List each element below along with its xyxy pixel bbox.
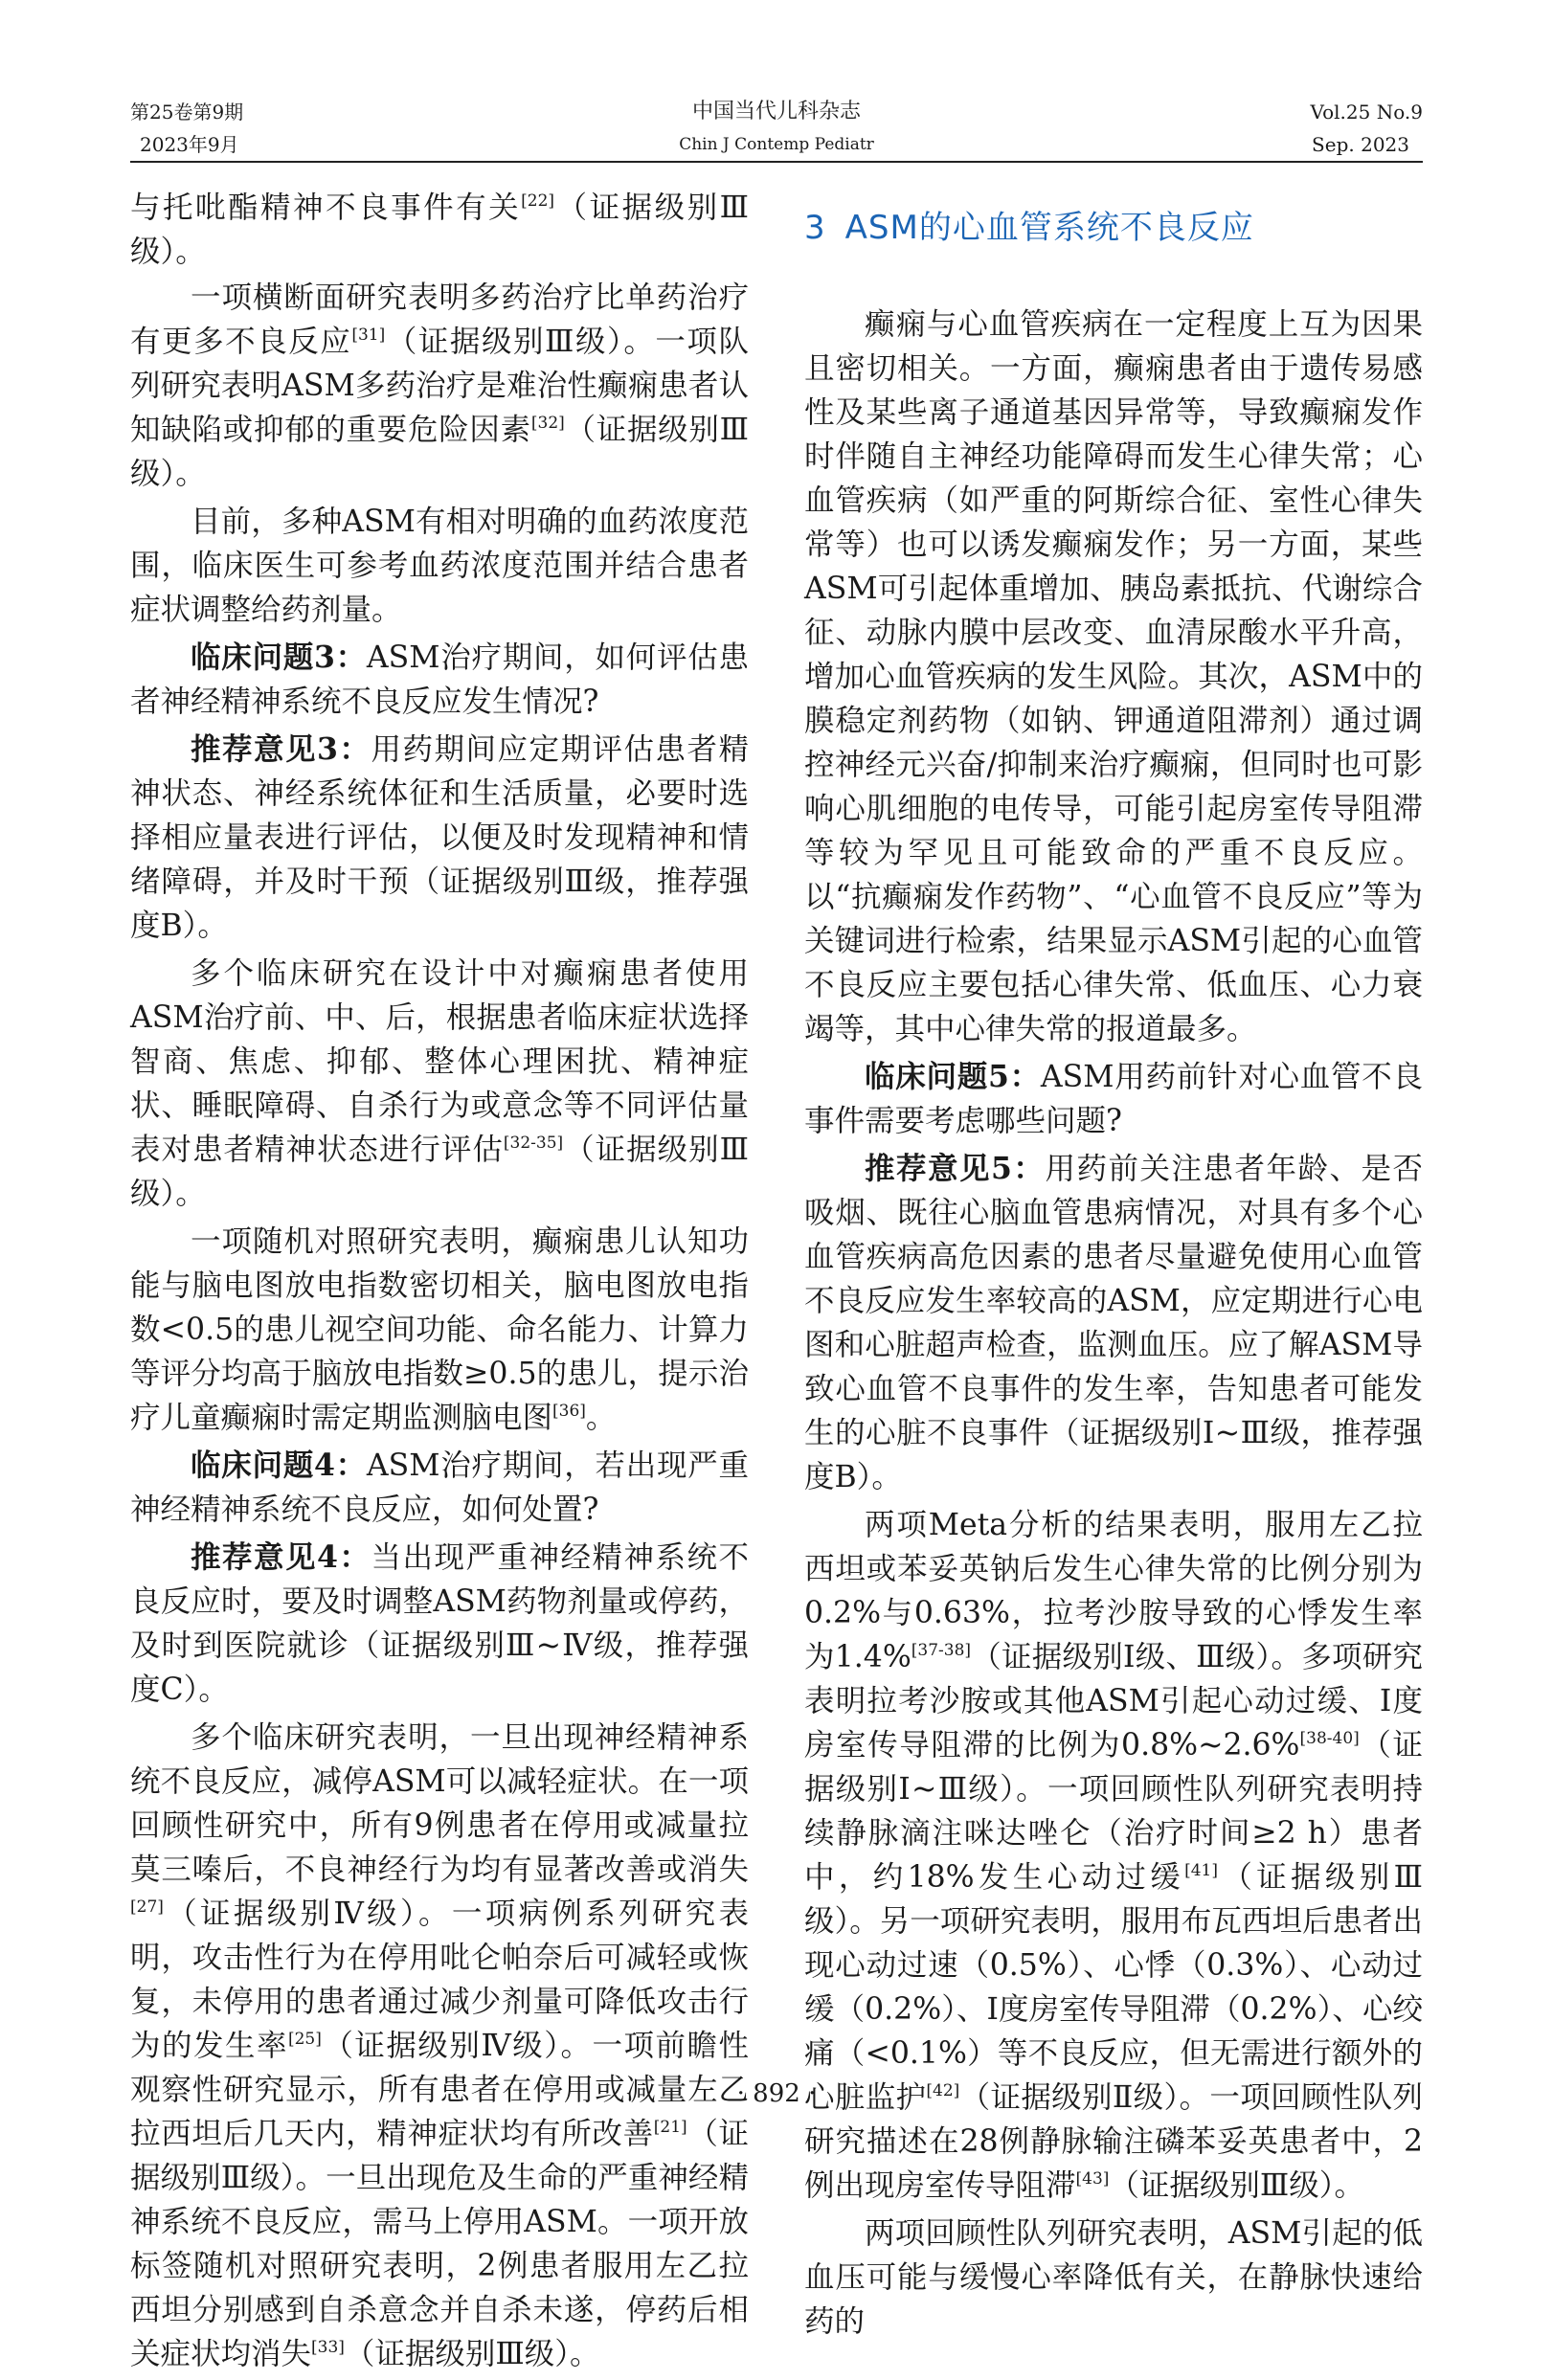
citation: [21] <box>653 2118 687 2137</box>
header-journal-cn: 中国当代儿科杂志 <box>691 100 861 123</box>
section-title: ASM的心血管系统不良反应 <box>844 209 1254 247</box>
citation: [32-35] <box>503 1134 564 1153</box>
citation: [31] <box>351 326 386 345</box>
page-header <box>0 0 1553 172</box>
paragraph: 一项横断面研究表明多药治疗比单药治疗有更多不良反应[31]（证据级别Ⅲ级）。一项队列研究表明ASM多药治疗是难治性癫痫患者认知缺陷或抑郁的重要危险因素[32]（证据级别Ⅲ级）。 <box>130 281 749 491</box>
recommendation-label: 推荐意见5： <box>865 1151 1046 1186</box>
header-journal-en: Chin J Contemp Pediatr <box>679 135 874 154</box>
question-label: 临床问题3： <box>191 640 367 675</box>
header-volume-en: Vol.25 No.9 <box>1310 101 1423 123</box>
recommendation-label: 推荐意见3： <box>191 731 371 767</box>
clinical-question-5: 临床问题5：ASM用药前针对心血管不良事件需要考虑哪些问题? <box>804 1059 1423 1138</box>
left-column <box>130 186 749 2380</box>
recommendation-3: 推荐意见3：用药期间应定期评估患者精神状态、神经系统体征和生活质量，必要时选择相应量表进行评估，以便及时发现精神和情绪障碍，并及时干预（证据级别Ⅲ级，推荐强度B）。 <box>130 731 749 943</box>
header-volume-cn: 第25卷第9期 <box>130 101 244 123</box>
paragraph: 多个临床研究在设计中对癫痫患者使用ASM治疗前、中、后，根据患者临床症状选择智商、焦虑、抑郁、整体心理困扰、精神症状、睡眠障碍、自杀行为或意念等不同评估量表对患者精神状态进行评估[32-35]（证据级别Ⅲ级）。 <box>130 956 749 1211</box>
recommendation-5: 推荐意见5：用药前关注患者年龄、是否吸烟、既往心脑血管患病情况，对具有多个心血管疾病高危因素的患者尽量避免使用心血管不良反应发生率较高的ASM，应定期进行心电图和心脏超声检查，监测血压。应了解ASM导致心血管不良事件的发生率，告知患者可能发生的心脏不良事件（证据级别Ⅰ~Ⅲ级，推荐强度B）。 <box>804 1151 1423 1494</box>
recommendation-4: 推荐意见4：当出现严重神经精神系统不良反应时，要及时调整ASM药物剂量或停药，及时到医院就诊（证据级别Ⅲ~Ⅳ级，推荐强度C）。 <box>130 1539 749 1707</box>
citation: [42] <box>926 2081 960 2100</box>
paragraph: 一项随机对照研究表明，癫痫患儿认知功能与脑电图放电指数密切相关，脑电图放电指数<0.5的患儿视空间功能、命名能力、计算力等评分均高于脑放电指数≥0.5的患儿，提示治疗儿童癫痫时需定期监测脑电图[36]。 <box>130 1224 749 1435</box>
citation: [43] <box>1075 2169 1110 2189</box>
paragraph: 多个临床研究表明，一旦出现神经精神系统不良反应，减停ASM可以减轻症状。在一项回顾性研究中，所有9例患者在停用或减量拉莫三嗪后，不良神经行为均有显著改善或消失[27]（证据级别Ⅳ级）。一项病例系列研究表明，攻击性行为在停用吡仑帕奈后可减轻或恢复，未停用的患者通过减少剂量可降低攻击行为的发生率[25]（证据级别Ⅳ级）。一项前瞻性观察性研究显示，所有患者在停用或减量左乙拉西坦后几天内，精神症状均有所改善[21]（证据级别Ⅲ级）。一旦出现危及生命的严重神经精神系统不良反应，需马上停用ASM。一项开放标签随机对照研究表明，2例患者服用左乙拉西坦分别感到自杀意念并自杀未遂，停药后相关症状均消失[33]（证据级别Ⅲ级）。 <box>130 1720 749 2371</box>
clinical-question-4: 临床问题4：ASM治疗期间，若出现严重神经精神系统不良反应，如何处置? <box>130 1448 749 1527</box>
paragraph: 与托吡酯精神不良事件有关[22]（证据级别Ⅲ级）。 <box>130 191 749 269</box>
citation: [33] <box>311 2338 345 2357</box>
clinical-question-3: 临床问题3：ASM治疗期间，如何评估患者神经精神系统不良反应发生情况? <box>130 640 749 719</box>
right-column <box>804 186 1423 2347</box>
section-heading <box>804 207 1423 249</box>
paragraph: 癫痫与心血管疾病在一定程度上互为因果且密切相关。一方面，癫痫患者由于遗传易感性及某些离子通道基因异常等，导致癫痫发作时伴随自主神经功能障碍而发生心律失常；心血管疾病（如严重的阿斯综合征、室性心律失常等）也可以诱发癫痫发作；另一方面，某些ASM可引起体重增加、胰岛素抵抗、代谢综合征、动脉内膜中层改变、血清尿酸水平升高，增加心血管疾病的发生风险。其次，ASM中的膜稳定剂药物（如钠、钾通道阻滞剂）通过调控神经元兴奋/抑制来治疗癫痫，但同时也可影响心肌细胞的电传导，可能引起房室传导阻滞等较为罕见且可能致命的严重不良反应。以“抗癫痫发作药物”、“心血管不良反应”等为关键词进行检索，结果显示ASM引起的心血管不良反应主要包括心律失常、低血压、心力衰竭等，其中心律失常的报道最多。 <box>804 307 1423 1046</box>
citation: [37-38] <box>911 1641 972 1660</box>
citation: [38-40] <box>1299 1729 1360 1748</box>
citation: [27] <box>130 1897 164 1917</box>
citation: [22] <box>521 191 555 211</box>
page-number: · 892 · <box>736 2079 817 2108</box>
question-label: 临床问题5： <box>865 1059 1041 1094</box>
paragraph: 目前，多种ASM有相对明确的血药浓度范围，临床医生可参考血药浓度范围并结合患者症状调整给药剂量。 <box>130 505 749 627</box>
citation: [41] <box>1184 1861 1218 1880</box>
recommendation-label: 推荐意见4： <box>191 1539 371 1575</box>
paragraph: 两项Meta分析的结果表明，服用左乙拉西坦或苯妥英钠后发生心律失常的比例分别为0.2%与0.63%，拉考沙胺导致的心悸发生率为1.4%[37-38]（证据级别Ⅰ级、Ⅲ级）。多项研究表明拉考沙胺或其他ASM引起心动过缓、Ⅰ度房室传导阻滞的比例为0.8%~2.6%[38-40]（证据级别Ⅰ~Ⅲ级）。一项回顾性队列研究表明持续静脉滴注咪达唑仑（治疗时间≥2 h）患者中，约18%发生心动过缓[41]（证据级别Ⅲ级）。另一项研究表明，服用布瓦西坦后患者出现心动过速（0.5%）、心悸（0.3%）、心动过缓（0.2%）、Ⅰ度房室传导阻滞（0.2%）、心绞痛（<0.1%）等不良反应，但无需进行额外的心脏监护[42]（证据级别Ⅱ级）。一项回顾性队列研究描述在28例静脉输注磷苯妥英患者中，2例出现房室传导阻滞[43]（证据级别Ⅲ级）。 <box>804 1508 1424 2203</box>
header-date-cn: 2023年9月 <box>140 133 239 156</box>
citation: [36] <box>552 1402 586 1421</box>
question-label: 临床问题4： <box>191 1448 367 1483</box>
citation: [32] <box>530 414 565 433</box>
header-date-en: Sep. 2023 <box>1312 133 1409 156</box>
section-number: 3 <box>804 209 826 247</box>
citation: [25] <box>287 2030 322 2049</box>
header-rule <box>130 161 1423 163</box>
paragraph: 两项回顾性队列研究表明，ASM引起的低血压可能与缓慢心率降低有关，在静脉快速给药的 <box>804 2216 1423 2339</box>
